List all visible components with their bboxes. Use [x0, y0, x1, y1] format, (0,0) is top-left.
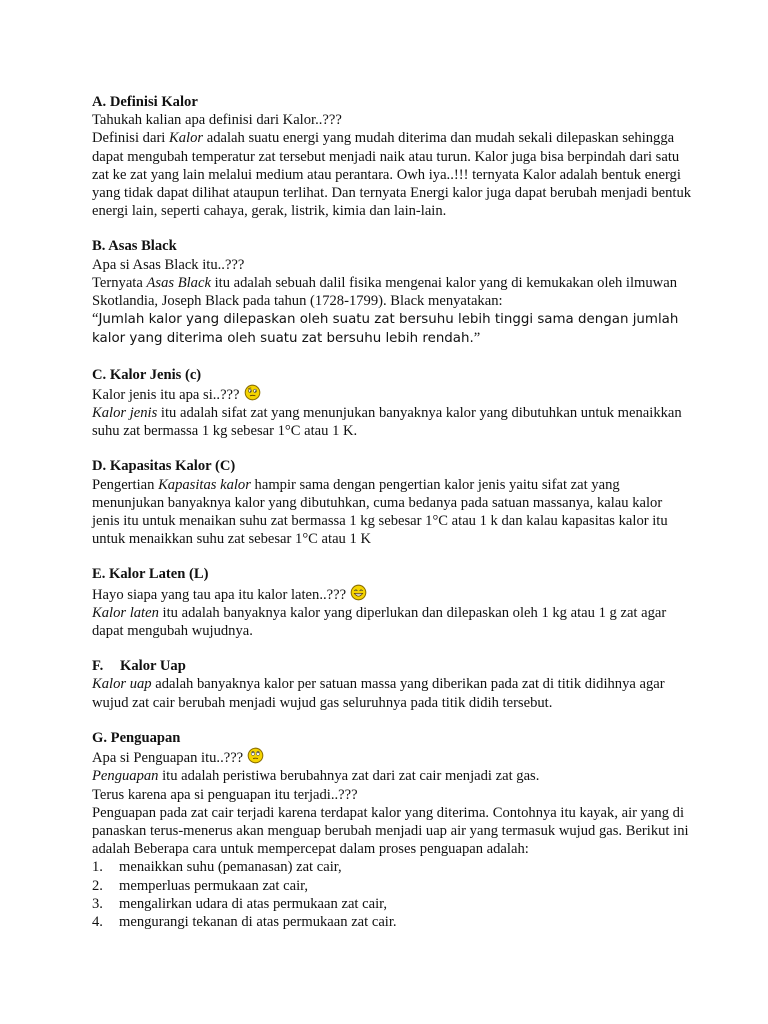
body-text: Definisi dari: [92, 130, 170, 147]
body-text: hampir sama dengan pengertian kalor jenis yaitu sifat zat yang menunjukan banyaknya kalor yang dibutuhkan, cuma bedanya pada satuan massanya, kalau kalor jenis itu untuk menaikan suhu zat bermassa 1 kg sebesar 1°C atau 1 k dan kalau kapasitas kalor itu untuk menaikkan suhu zat sebesar 1°C atau 1 K: [92, 476, 668, 548]
section-heading: D. Kapasitas Kalor (C): [92, 458, 236, 475]
list-text: mengalirkan udara di atas permukaan zat cair,: [119, 895, 388, 912]
section-heading: [92, 657, 692, 675]
section-asas-black: [92, 237, 692, 348]
quote-text: Jumlah kalor yang dilepaskan oleh suatu zat bersuhu lebih tinggi sama dengan jumlah kalor yang diterima oleh suatu zat bersuhu lebih rendah.: [92, 312, 679, 347]
section-question: Apa si Asas Black itu..???: [92, 256, 245, 273]
term: Kapasitas kalor: [158, 476, 251, 493]
document-content: [92, 93, 692, 948]
section-heading: A. Definisi Kalor: [92, 94, 198, 110]
section-body: [92, 274, 692, 310]
body-text: itu adalah banyaknya kalor yang diperlukan dan dilepaskan oleh 1 kg atau 1 g zat agar dapat mengubah wujudnya.: [92, 604, 667, 640]
term: Kalor laten: [92, 604, 159, 621]
question-text: Apa si Penguapan itu..???: [92, 750, 244, 767]
open-quote: “: [92, 311, 99, 328]
section-question-2: Terus karena apa si penguapan itu terjadi..???: [92, 786, 358, 803]
list-number: 1.: [92, 859, 103, 876]
section-body: Penguapan pada zat cair terjadi karena terdapat kalor yang diterima. Contohnya itu kayak, air yang di panaskan terus-menerus akan menguap berubah menjadi uap air yang termasuk wujud gas. Berikut ini adalah Beberapa cara untuk mempercepat dalam proses penguapan adalah:: [92, 804, 689, 858]
list-text: menaikkan suhu (pemanasan) zat cair,: [119, 859, 342, 876]
section-kalor-laten: [92, 565, 692, 640]
term: Kalor jenis: [92, 405, 158, 422]
question-text: Hayo siapa yang tau apa itu kalor laten..???: [92, 586, 347, 603]
list-item: [92, 877, 692, 895]
list-text: mengurangi tekanan di atas permukaan zat cair.: [119, 913, 397, 930]
body-text: Ternyata: [92, 274, 147, 291]
section-question: [92, 384, 692, 404]
list-text: memperluas permukaan zat cair,: [119, 877, 309, 894]
section-heading: E. Kalor Laten (L): [92, 566, 209, 583]
section-definisi-kalor: [92, 93, 692, 220]
term: Penguapan: [92, 768, 159, 785]
section-kalor-jenis: [92, 366, 692, 441]
term: Kalor uap: [92, 676, 152, 693]
section-kapasitas-kalor: [92, 457, 692, 548]
list-number: 4.: [92, 913, 103, 930]
penguapan-methods-list: [92, 858, 692, 931]
heading-letter: F.: [92, 658, 104, 675]
list-item: [92, 895, 692, 913]
section-question: [92, 747, 692, 767]
close-quote: ”: [473, 330, 481, 347]
section-question: Tahukah kalian apa definisi dari Kalor..???: [92, 112, 342, 129]
body-text: adalah suatu energi yang mudah diterima dan mudah sekali dilepaskan sehingga dapat mengubah temperatur zat tersebut menjadi naik atau turun. Kalor juga bisa berpindah dari satu zat ke zat yang lain melalui medium atau perantara. Owh iya..!!! ternyata Kalor adalah bentuk energi yang tidak dapat dilihat ataupun terlihat. Dan ternyata Energi kalor juga dapat berubah menjadi bentuk energi lain, seperti cahaya, gerak, listrik, kimia dan lain-lain.: [92, 130, 692, 220]
body-text: itu adalah peristiwa berubahnya zat dari zat cair menjadi zat gas.: [158, 768, 540, 785]
heading-text: Kalor Uap: [120, 658, 186, 675]
list-item: [92, 858, 692, 876]
thinking-smiley-icon: [244, 384, 261, 401]
term: Kalor: [169, 130, 204, 147]
section-heading: B. Asas Black: [92, 238, 177, 255]
section-body: [92, 404, 692, 440]
list-number: 3.: [92, 895, 103, 912]
term: Asas Black: [146, 274, 211, 291]
section-kalor-uap: [92, 657, 692, 712]
grinning-smiley-icon: [350, 584, 367, 601]
section-penguapan: [92, 729, 692, 931]
question-text: Kalor jenis itu apa si..???: [92, 386, 240, 403]
section-heading: G. Penguapan: [92, 729, 181, 746]
list-number: 2.: [92, 877, 103, 894]
section-body: [92, 604, 692, 640]
rolling-eyes-smiley-icon: [247, 747, 264, 764]
section-question: [92, 584, 692, 604]
body-text: itu adalah sebuah dalil fisika mengenai kalor yang di kemukakan oleh ilmuwan Skotlandia, Joseph Black pada tahun (1728-1799). Black menyatakan:: [92, 274, 677, 310]
body-text: itu adalah sifat zat yang menunjukan banyaknya kalor yang dibutuhkan untuk menaikkan suhu zat bermassa 1 kg sebesar 1°C atau 1 K.: [92, 405, 682, 440]
section-body: [92, 675, 692, 711]
definition: [92, 767, 692, 785]
section-body: [92, 129, 692, 220]
list-item: [92, 913, 692, 931]
black-statement-quote: [92, 310, 692, 348]
section-heading: C. Kalor Jenis (c): [92, 366, 202, 383]
body-text: adalah banyaknya kalor per satuan massa yang diberikan pada zat di titik didihnya agar wujud zat cair berubah menjadi wujud gas seluruhnya pada titik didih tersebut.: [92, 676, 665, 711]
body-text: Pengertian: [92, 476, 159, 493]
section-body: [92, 476, 692, 549]
